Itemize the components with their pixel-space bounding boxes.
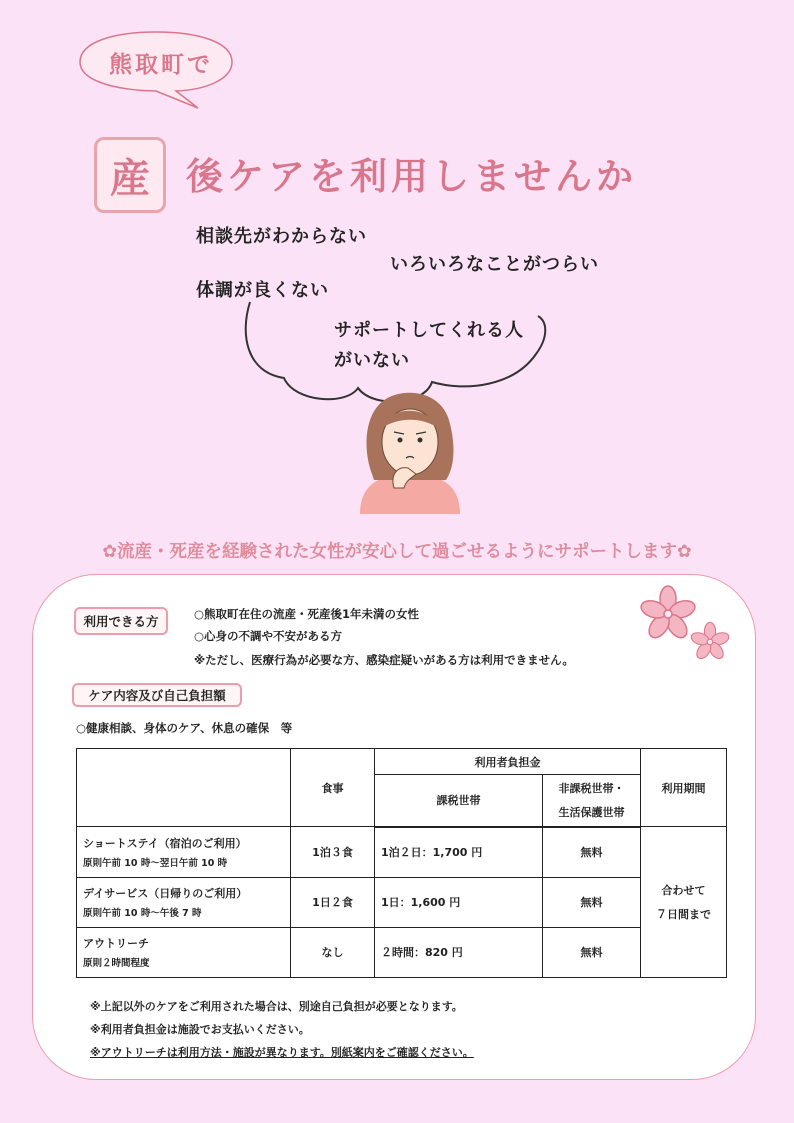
fee-table	[76, 748, 727, 978]
sakura-flower-icon	[632, 584, 732, 664]
service-hours: 原則２時間程度	[83, 958, 150, 970]
header-meal: 食事	[291, 749, 375, 827]
note-text: ※上記以外のケアをご利用された場合は、別途自己負担が必要となります。	[90, 1000, 463, 1013]
worry-text: 体調が良くない	[196, 280, 329, 301]
care-label: ケア内容及び自己負担額	[72, 683, 242, 707]
eligibility-label: 利用できる方	[74, 607, 168, 635]
worry-text: いろいろなことがつらい	[390, 254, 599, 275]
taxed-cell: 1泊２日：1,700 円	[375, 827, 543, 877]
headline-title: 後ケアを利用しませんか	[186, 155, 637, 198]
service-hours: 原則午前 10 時～翌日午前 10 時	[83, 857, 228, 869]
header-nontaxed	[543, 775, 641, 827]
service-name: デイサービス（日帰りのご利用）	[83, 887, 248, 901]
table-row	[77, 827, 727, 877]
meal-cell: 1日２食	[291, 877, 375, 927]
service-cell	[77, 827, 291, 877]
tagline: ✿流産・死産を経験された女性が安心して過ごせるようにサポートします✿	[102, 542, 692, 562]
nontaxed-cell: 無料	[543, 827, 641, 877]
period-line: ７日間まで	[656, 908, 711, 922]
nontaxed-cell: 無料	[543, 927, 641, 977]
eligibility-note: ※ただし、医療行為が必要な方、感染症疑いがある方は利用できません。	[194, 653, 574, 667]
taxed-cell: ２時間：820 円	[375, 927, 543, 977]
note-text: ※利用者負担金は施設でお支払いください。	[90, 1023, 310, 1036]
service-cell	[77, 927, 291, 977]
service-cell	[77, 877, 291, 927]
town-label: 熊取町で	[109, 52, 213, 78]
header-nontaxed-line: 非課税世帯・	[558, 782, 625, 796]
worry-text: サポートしてくれる人	[334, 320, 524, 341]
header-taxed: 課税世帯	[375, 775, 543, 827]
worry-text: 相談先がわからない	[196, 226, 367, 247]
meal-cell: 1泊３食	[291, 827, 375, 877]
meal-cell: なし	[291, 927, 375, 977]
nontaxed-cell: 無料	[543, 877, 641, 927]
note-text-underlined: ※アウトリーチは利用方法・施設が異なります。別紙案内をご確認ください。	[90, 1046, 474, 1059]
taxed-cell: 1日：1,600 円	[375, 877, 543, 927]
service-name: アウトリーチ	[83, 937, 149, 951]
period-line: 合わせて	[661, 884, 706, 898]
eligibility-line: ○熊取町在住の流産・死産後1年未満の女性	[194, 607, 420, 621]
headline-box-char: 産	[94, 137, 166, 213]
service-name: ショートステイ（宿泊のご利用）	[83, 836, 247, 850]
thinking-woman-icon	[350, 388, 470, 514]
header-nontaxed-line: 生活保護世帯	[558, 806, 625, 820]
worry-text: がいない	[334, 350, 410, 371]
header-period: 利用期間	[641, 749, 727, 827]
eligibility-line: ○心身の不調や不安がある方	[194, 629, 343, 643]
table-corner-cell	[77, 749, 291, 827]
header-user-charge: 利用者負担金	[375, 749, 641, 775]
care-description: ○健康相談、身体のケア、休息の確保 等	[76, 721, 293, 735]
period-cell	[641, 827, 727, 978]
table-row	[77, 877, 727, 927]
service-hours: 原則午前 10 時～午後 7 時	[83, 908, 202, 920]
table-row	[77, 927, 727, 977]
